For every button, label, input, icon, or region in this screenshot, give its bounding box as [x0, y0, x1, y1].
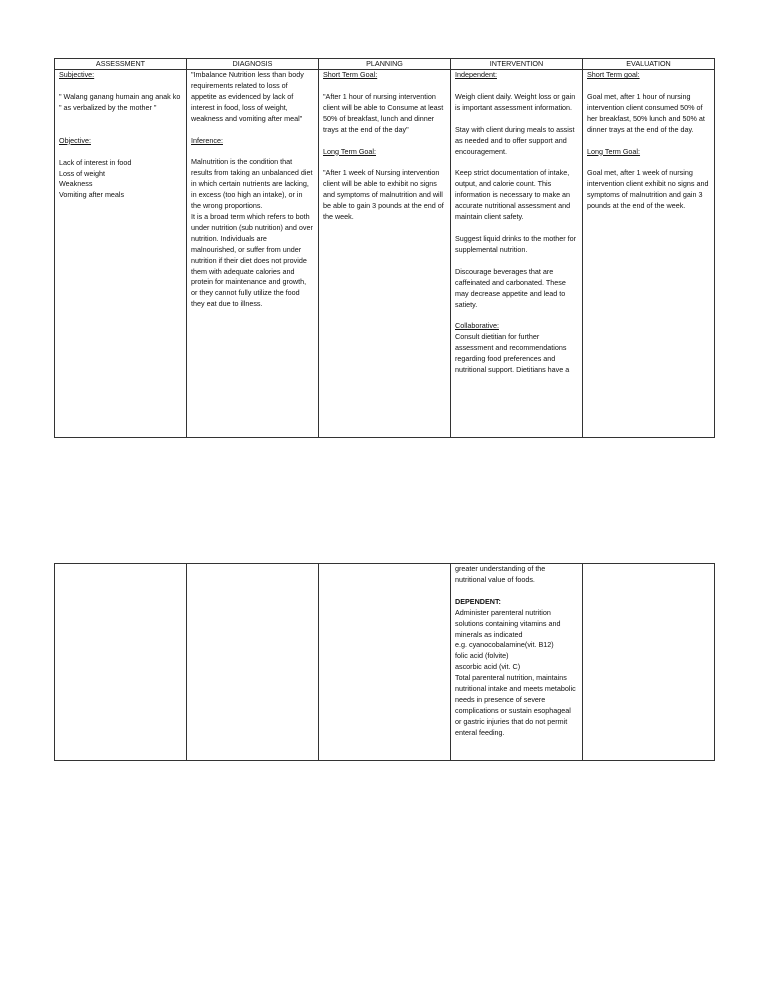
- independent-label: Independent:: [455, 70, 497, 79]
- evaluation-cell-continued: [583, 564, 715, 761]
- dependent-example: ascorbic acid (vit. C): [455, 662, 521, 672]
- intervention-item: Discourage beverages that are caffeinated and carbonated. These may decrease appetite and lead to satiety.: [455, 266, 566, 309]
- planning-cell: [319, 70, 451, 438]
- objective-item: Loss of weight: [59, 168, 105, 178]
- inference-text-2: It is a broad term which refers to both under nutrition (sub nutrition) and over nutrition. Individuals are malnourished, or suffer from under nutrition if their diet does not provide them with adequate calories and protein for maintenance and growth, or they cannot fully utilize the food they eat due to illness.: [191, 211, 313, 309]
- intervention-item: Stay with client during meals to assist as needed and to offer support and encouragement.: [455, 124, 575, 156]
- inference-label: Inference:: [191, 135, 223, 145]
- collaborative-text-continued: greater understanding of the nutritional value of foods.: [455, 564, 546, 584]
- header-row: [55, 59, 715, 70]
- diagnosis-cell-continued: [187, 564, 319, 761]
- dependent-text: Administer parenteral nutrition solutions containing vitamins and minerals as indicated: [455, 607, 561, 639]
- long-term-goal-label: Long Term Goal:: [323, 146, 377, 156]
- dependent-rationale: Total parenteral nutrition, maintains nutritional intake and meets metabolic needs in presence of severe complications or sustain esophageal or gastric injuries that do not permit enteral feeding.: [455, 673, 576, 737]
- intervention-cell: [451, 70, 583, 438]
- collaborative-label: Collaborative:: [455, 321, 499, 331]
- header-diagnosis: DIAGNOSIS: [187, 59, 319, 70]
- eval-long-term-label: Long Term Goal:: [587, 146, 641, 156]
- eval-long-term-text: Goal met, after 1 week of nursing intervention client exhibit no signs and symptoms of malnutrition and gain 3 pounds at the end of the week.: [587, 168, 709, 211]
- header-evaluation: EVALUATION: [583, 59, 715, 70]
- long-term-goal-text: "After 1 week of Nursing intervention client will be able to exhibit no signs and symptoms of malnutrition and will be able to gain 3 pounds at the end of the week.: [323, 168, 444, 222]
- short-term-goal-text: "After 1 hour of nursing intervention client will be able to Consume at least 50% of breakfast, lunch and dinner trays at the end of the day": [323, 91, 444, 134]
- intervention-cell-continued: [451, 564, 583, 761]
- table-row: [55, 70, 715, 438]
- evaluation-cell: [583, 70, 715, 438]
- objective-label: Objective:: [59, 135, 91, 145]
- header-intervention: INTERVENTION: [451, 59, 583, 70]
- intervention-item: Weigh client daily. Weight loss or gain is important assessment information.: [455, 91, 576, 112]
- inference-text: Malnutrition is the condition that results from taking an unbalanced diet in which certain nutrients are lacking, in excess (too high an intake), or in the wrong proportions.: [191, 157, 313, 211]
- dependent-example: folic acid (folvite): [455, 651, 509, 661]
- intervention-item: Suggest liquid drinks to the mother for supplemental nutrition.: [455, 233, 577, 254]
- care-plan-table-continued: [54, 563, 715, 761]
- objective-item: Weakness: [59, 179, 93, 189]
- intervention-item: Keep strict documentation of intake, output, and calorie count. This information is necessary to make an accurate nutritional assessment and maintain client safety.: [455, 168, 571, 222]
- short-term-goal-label: Short Term Goal:: [323, 70, 378, 79]
- planning-cell-continued: [319, 564, 451, 761]
- eval-short-term-text: Goal met, after 1 hour of nursing intervention client consumed 50% of her breakfast, 50% lunch and 50% at dinner trays at the end of the day.: [587, 91, 705, 134]
- header-planning: PLANNING: [319, 59, 451, 70]
- diagnosis-statement: "Imbalance Nutrition less than body requirements related to loss of appetite as evidenced by lack of interest in food, loss of weight, weakness and vomiting after meal": [191, 70, 304, 123]
- objective-item: Vomiting after meals: [59, 190, 125, 200]
- subjective-quote: " Walang ganang humain ang anak ko " as verbalized by the mother ": [59, 91, 181, 112]
- dependent-label: DEPENDENT:: [455, 596, 501, 606]
- dependent-example: e.g. cyanocobalamine(vit. B12): [455, 640, 554, 650]
- header-assessment: ASSESSMENT: [55, 59, 187, 70]
- collaborative-text: Consult dietitian for further assessment and recommendations regarding food preferences and nutritional support. Dietitians have a: [455, 332, 570, 375]
- care-plan-table: [54, 58, 715, 438]
- table-row: [55, 564, 715, 761]
- subjective-label: Subjective:: [59, 70, 95, 79]
- assessment-cell-continued: [55, 564, 187, 761]
- assessment-cell: [55, 70, 187, 438]
- eval-short-term-label: Short Term goal:: [587, 70, 640, 79]
- objective-item: Lack of interest in food: [59, 157, 132, 167]
- diagnosis-cell: [187, 70, 319, 438]
